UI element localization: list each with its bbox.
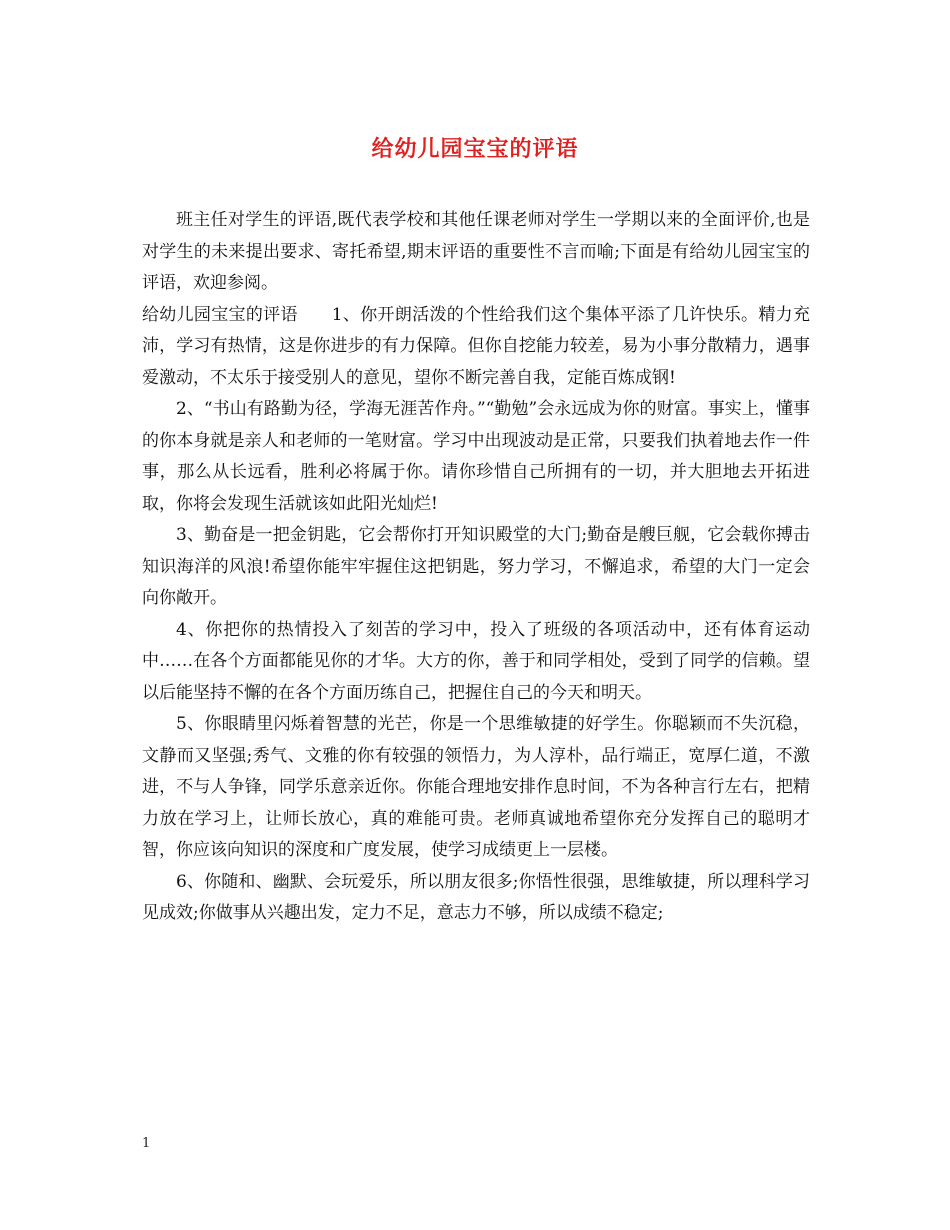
comment-6: 6、你随和、幽默、会玩爱乐，所以朋友很多;你悟性很强，思维敏捷，所以理科学习见成效;你做事从兴趣出发，定力不足，意志力不够，所以成绩不稳定; xyxy=(142,871,810,923)
document-title: 给幼儿园宝宝的评语 xyxy=(371,136,579,162)
comment-3: 3、勤奋是一把金钥匙，它会帮你打开知识殿堂的大门;勤奋是艘巨舰，它会载你搏击知识海洋的风浪!希望你能牢牢握住这把钥匙，努力学习，不懈追求，希望的大门一定会向你敞开。 xyxy=(142,525,810,608)
comment-1: 1、你开朗活泼的个性给我们这个集体平添了几许快乐。精力充沛，学习有热情，这是你进步的有力保障。但你自挖能力较差，易为小事分散精力，遇事爱激动，不太乐于接受别人的意见，望你不断完善自我，定能百炼成钢! xyxy=(142,304,810,388)
document-body xyxy=(142,205,810,930)
subheading: 给幼儿园宝宝的评语 xyxy=(142,304,298,325)
comment-4: 4、你把你的热情投入了刻苦的学习中，投入了班级的各项活动中，还有体育运动中……在各个方面都能见你的才华。大方的你，善于和同学相处，受到了同学的信赖。望以后能坚持不懈的在各个方面历练自己，把握住自己的今天和明天。 xyxy=(142,619,810,703)
page-number: 1 xyxy=(142,1136,151,1151)
comment-5: 5、你眼睛里闪烁着智慧的光芒，你是一个思维敏捷的好学生。你聪颖而不失沉稳，文静而又坚强;秀气、文雅的你有较强的领悟力，为人淳朴，品行端正，宽厚仁道，不激进，不与人争锋，同学乐意亲近你。你能合理地安排作息时间，不为各种言行左右，把精力放在学习上，让师长放心，真的难能可贵。老师真诚地希望你充分发挥自己的聪明才智，你应该向知识的深度和广度发展，使学习成绩更上一层楼。 xyxy=(142,714,810,860)
intro-paragraph: 班主任对学生的评语,既代表学校和其他任课老师对学生一学期以来的全面评价,也是对学生的未来提出要求、寄托希望,期末评语的重要性不言而喻;下面是有给幼儿园宝宝的评语，欢迎参阅。 xyxy=(142,210,810,293)
first-comment-paragraph xyxy=(142,300,810,395)
comment-2: 2、“书山有路勤为径，学海无涯苦作舟。”“勤勉”会永远成为你的财富。事实上，懂事的你本身就是亲人和老师的一笔财富。学习中出现波动是正常，只要我们执着地去作一件事，那么从长远看，胜利必将属于你。请你珍惜自己所拥有的一切，并大胆地去开拓进取，你将会发现生活就该如此阳光灿烂! xyxy=(142,399,810,514)
